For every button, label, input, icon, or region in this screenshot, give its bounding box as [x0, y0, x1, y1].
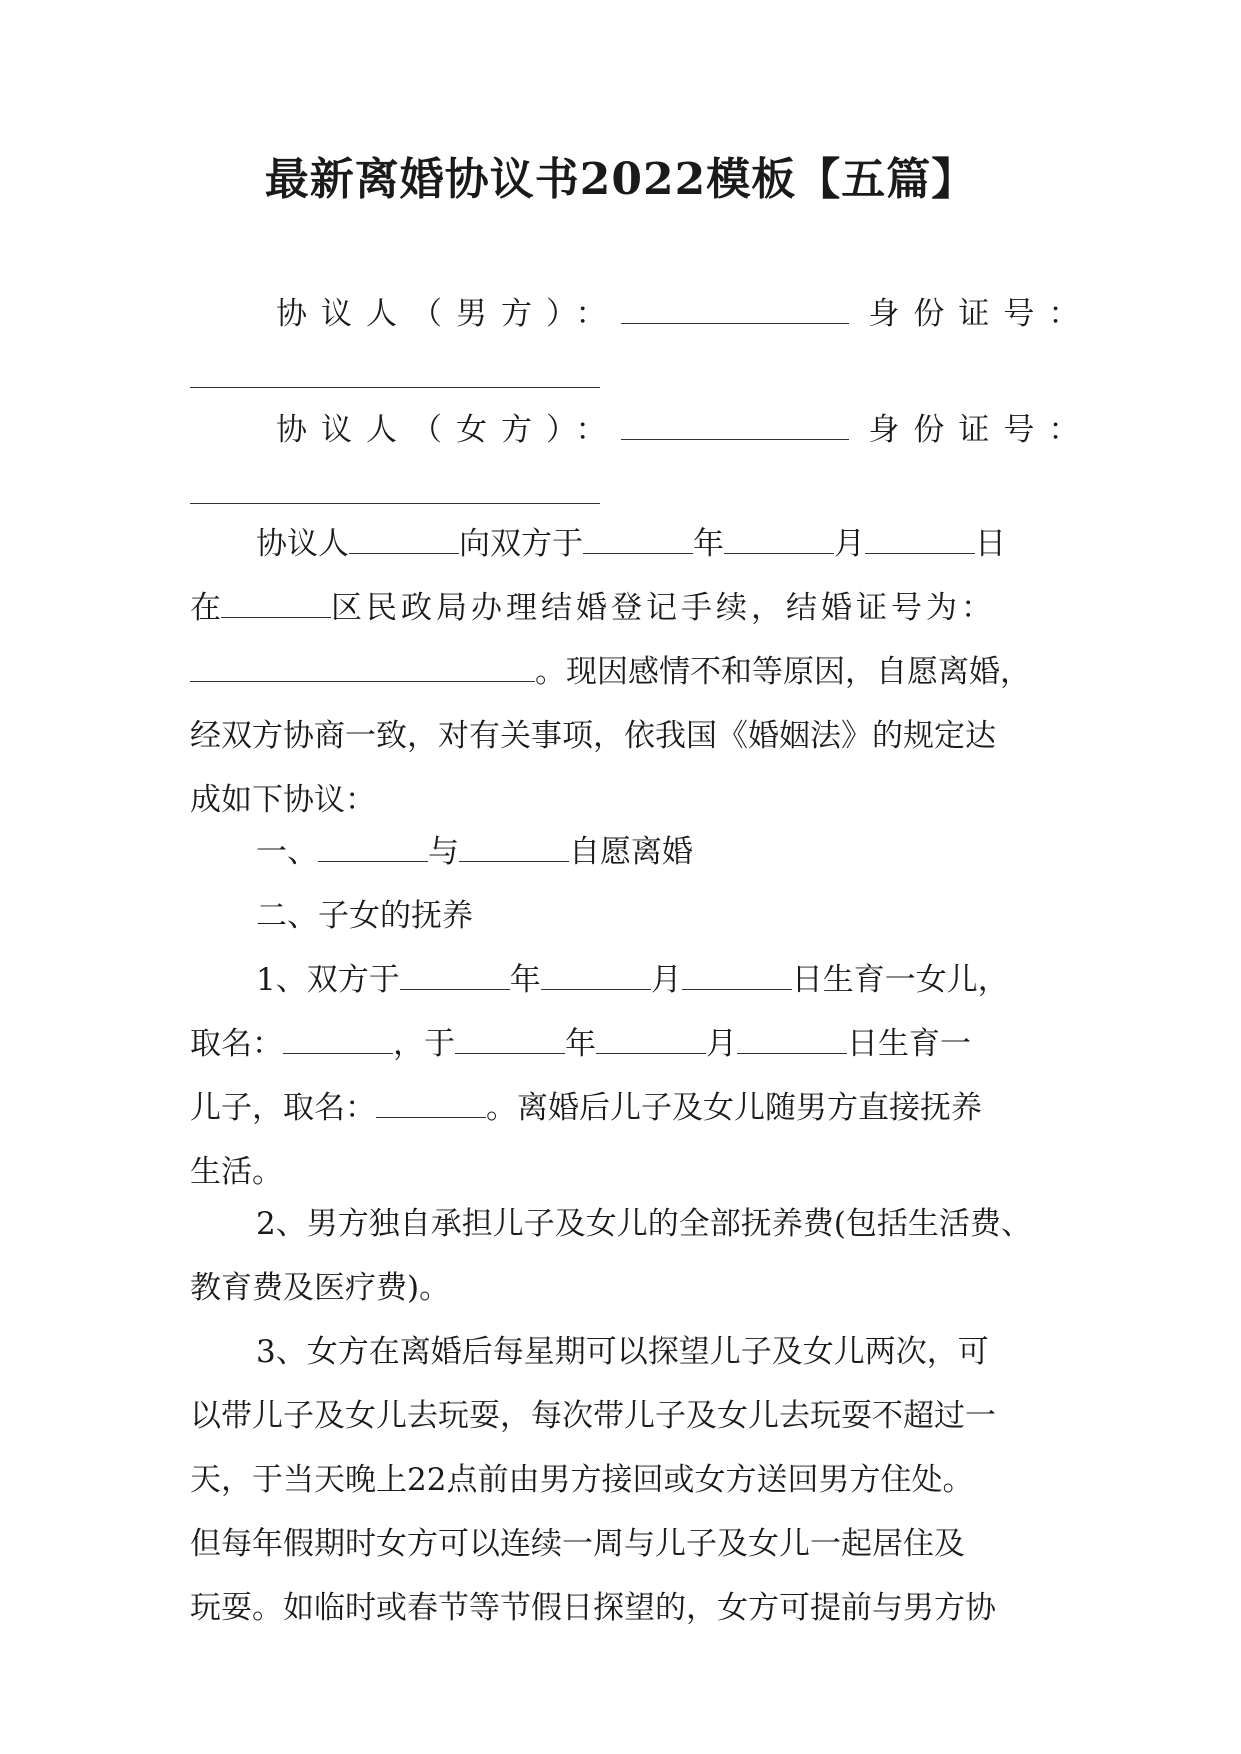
- intro-text: 。现因感情不和等原因，自愿离婚，: [535, 654, 1031, 690]
- clause-text: 月: [650, 962, 682, 998]
- female-name-blank: [621, 407, 849, 440]
- item-one-text: 与: [428, 834, 459, 870]
- clause-text: 年: [509, 962, 541, 998]
- clause-text: 。离婚后儿子及女儿随男方直接抚养: [486, 1090, 982, 1126]
- female-party-label: 协议人（女方）：: [276, 412, 621, 448]
- male-party-block: [190, 282, 1094, 410]
- intro-line: 经双方协商一致，对有关事项，依我国《婚姻法》的规定达: [190, 718, 996, 754]
- female-party-block: [190, 398, 1094, 526]
- intro-text: 月: [834, 526, 865, 562]
- item-one-text: 自愿离婚: [569, 834, 693, 870]
- clause-text: 日生育一女儿，: [791, 962, 1009, 998]
- male-party-label: 协议人（男方）：: [276, 296, 621, 332]
- clause-line: 3、女方在离婚后每星期可以探望儿子及女儿两次，可: [256, 1334, 989, 1370]
- day-blank: [682, 957, 792, 990]
- intro-text: 协议人: [256, 526, 349, 562]
- party-b-blank: [459, 829, 569, 862]
- clause-text: 儿子，取名：: [190, 1090, 376, 1126]
- intro-text: 在: [190, 590, 221, 626]
- clause-line: 以带儿子及女儿去玩耍，每次带儿子及女儿去玩耍不超过一: [190, 1398, 996, 1434]
- male-id-blank: [190, 355, 600, 388]
- clause-2: [190, 1192, 1070, 1320]
- month-blank: [724, 521, 834, 554]
- month-blank: [596, 1021, 706, 1054]
- male-id-label: 身份证号：: [868, 296, 1094, 332]
- clause-line: 玩耍。如临时或春节等节假日探望的，女方可提前与男方协: [190, 1590, 996, 1626]
- item-one-text: 一、: [256, 834, 318, 870]
- document-title: 最新离婚协议书2022模板【五篇】: [264, 154, 977, 205]
- clause-text: 1、双方于: [256, 962, 400, 998]
- clause-line: 教育费及医疗费)。: [190, 1270, 451, 1306]
- clause-text: 日生育一: [847, 1026, 971, 1062]
- intro-paragraph: [190, 512, 1070, 832]
- female-id-label: 身份证号：: [868, 412, 1094, 448]
- year-blank: [400, 957, 510, 990]
- clause-text: 取名：: [190, 1026, 283, 1062]
- intro-text: 区民政局办理结婚登记手续，结婚证号为：: [331, 590, 996, 626]
- clause-text: ，于: [393, 1026, 455, 1062]
- female-id-blank: [190, 471, 600, 504]
- section-heading: 二、子女的抚养: [256, 898, 473, 934]
- intro-text: 年: [693, 526, 724, 562]
- daughter-name-blank: [283, 1021, 393, 1054]
- intro-text: 日: [975, 526, 1006, 562]
- clause-text: 年: [565, 1026, 596, 1062]
- year-blank: [455, 1021, 565, 1054]
- clause-line: 生活。: [190, 1154, 283, 1190]
- name-blank: [349, 521, 459, 554]
- clause-text: 月: [706, 1026, 737, 1062]
- certificate-number-blank: [190, 649, 535, 682]
- clause-line: 天，于当天晚上22点前由男方接回或女方送回男方住处。: [190, 1462, 974, 1498]
- year-blank: [583, 521, 693, 554]
- clause-line: 但每年假期时女方可以连续一周与儿子及女儿一起居住及: [190, 1526, 965, 1562]
- male-name-blank: [621, 291, 849, 324]
- clause-3: [190, 1320, 1070, 1640]
- day-blank: [865, 521, 975, 554]
- district-blank: [221, 585, 331, 618]
- item-two: [190, 884, 1070, 948]
- month-blank: [541, 957, 651, 990]
- party-a-blank: [318, 829, 428, 862]
- day-blank: [737, 1021, 847, 1054]
- item-one: [190, 820, 1070, 884]
- clause-line: 2、男方独自承担儿子及女儿的全部抚养费(包括生活费、: [256, 1206, 1032, 1242]
- clause-1: [190, 948, 1070, 1204]
- son-name-blank: [376, 1085, 486, 1118]
- intro-line: 成如下协议：: [190, 782, 376, 818]
- intro-text: 向双方于: [459, 526, 583, 562]
